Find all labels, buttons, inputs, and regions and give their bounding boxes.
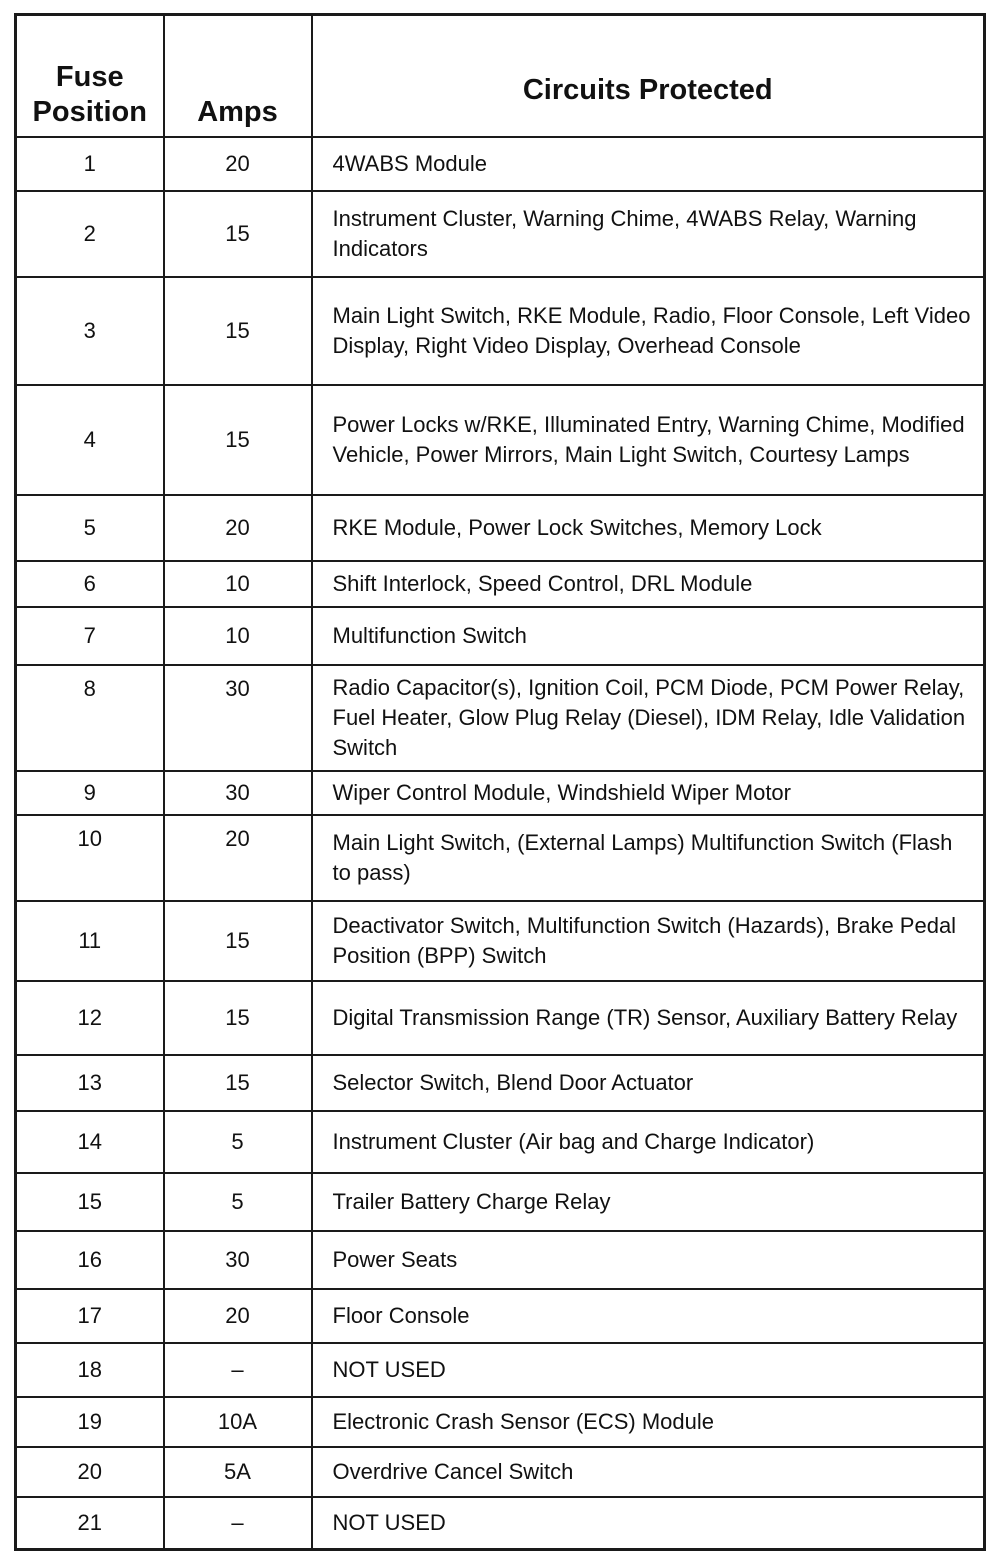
circuits-cell: Instrument Cluster (Air bag and Charge Indicator) bbox=[312, 1111, 985, 1173]
fuse-position-cell: 18 bbox=[16, 1343, 164, 1397]
table-row bbox=[16, 1055, 985, 1111]
amps-cell: 5A bbox=[164, 1447, 312, 1497]
circuits-cell: Selector Switch, Blend Door Actuator bbox=[312, 1055, 985, 1111]
circuits-cell: Floor Console bbox=[312, 1289, 985, 1343]
amps-cell: 20 bbox=[164, 137, 312, 191]
fuse-position-cell: 6 bbox=[16, 561, 164, 607]
amps-cell: 10 bbox=[164, 607, 312, 665]
circuits-cell: Wiper Control Module, Windshield Wiper Motor bbox=[312, 771, 985, 815]
circuits-cell: Instrument Cluster, Warning Chime, 4WABS Relay, Warning Indicators bbox=[312, 191, 985, 277]
amps-cell: 5 bbox=[164, 1111, 312, 1173]
amps-cell: – bbox=[164, 1343, 312, 1397]
amps-cell: 15 bbox=[164, 1055, 312, 1111]
fuse-position-cell: 5 bbox=[16, 495, 164, 561]
table-row bbox=[16, 1173, 985, 1231]
fuse-position-cell: 21 bbox=[16, 1497, 164, 1549]
table-row bbox=[16, 981, 985, 1055]
amps-cell: – bbox=[164, 1497, 312, 1549]
circuits-cell: 4WABS Module bbox=[312, 137, 985, 191]
fuse-position-cell: 13 bbox=[16, 1055, 164, 1111]
amps-cell: 15 bbox=[164, 191, 312, 277]
circuits-cell: NOT USED bbox=[312, 1497, 985, 1549]
table-row bbox=[16, 561, 985, 607]
amps-cell: 5 bbox=[164, 1173, 312, 1231]
fuse-position-cell: 20 bbox=[16, 1447, 164, 1497]
table-row bbox=[16, 815, 985, 901]
fuse-position-cell: 19 bbox=[16, 1397, 164, 1447]
table-row bbox=[16, 901, 985, 981]
header-fuse-position bbox=[16, 15, 164, 138]
fuse-position-cell: 15 bbox=[16, 1173, 164, 1231]
amps-cell: 30 bbox=[164, 771, 312, 815]
circuits-cell: Multifunction Switch bbox=[312, 607, 985, 665]
amps-cell: 10A bbox=[164, 1397, 312, 1447]
amps-cell: 15 bbox=[164, 981, 312, 1055]
circuits-cell: Radio Capacitor(s), Ignition Coil, PCM Diode, PCM Power Relay, Fuel Heater, Glow Plug Relay (Diesel), IDM Relay, Idle Validation Switch bbox=[312, 665, 985, 771]
fuse-position-cell: 7 bbox=[16, 607, 164, 665]
header-amps: Amps bbox=[164, 15, 312, 138]
circuits-cell: Deactivator Switch, Multifunction Switch (Hazards), Brake Pedal Position (BPP) Switch bbox=[312, 901, 985, 981]
circuits-cell: Power Seats bbox=[312, 1231, 985, 1289]
amps-cell: 20 bbox=[164, 815, 312, 901]
circuits-cell: Trailer Battery Charge Relay bbox=[312, 1173, 985, 1231]
circuits-cell: Overdrive Cancel Switch bbox=[312, 1447, 985, 1497]
circuits-cell: Main Light Switch, (External Lamps) Multifunction Switch (Flash to pass) bbox=[312, 815, 985, 901]
fuse-position-cell: 8 bbox=[16, 665, 164, 771]
table-row bbox=[16, 1111, 985, 1173]
fuse-position-cell: 4 bbox=[16, 385, 164, 495]
fuse-position-cell: 3 bbox=[16, 277, 164, 385]
circuits-cell: RKE Module, Power Lock Switches, Memory Lock bbox=[312, 495, 985, 561]
fuse-position-cell: 16 bbox=[16, 1231, 164, 1289]
fuse-position-cell: 9 bbox=[16, 771, 164, 815]
fuse-position-cell: 14 bbox=[16, 1111, 164, 1173]
fuse-position-cell: 12 bbox=[16, 981, 164, 1055]
circuits-cell: Electronic Crash Sensor (ECS) Module bbox=[312, 1397, 985, 1447]
circuits-cell: NOT USED bbox=[312, 1343, 985, 1397]
amps-cell: 15 bbox=[164, 901, 312, 981]
fuse-table bbox=[14, 13, 986, 1551]
fuse-position-cell: 17 bbox=[16, 1289, 164, 1343]
fuse-position-cell: 2 bbox=[16, 191, 164, 277]
header-position-line2: Position bbox=[32, 96, 147, 128]
table-row bbox=[16, 607, 985, 665]
table-row bbox=[16, 771, 985, 815]
header-circuits-protected: Circuits Protected bbox=[312, 15, 985, 138]
table-row bbox=[16, 495, 985, 561]
table-row bbox=[16, 1231, 985, 1289]
fuse-position-cell: 11 bbox=[16, 901, 164, 981]
fuse-table-body bbox=[16, 137, 985, 1549]
table-row bbox=[16, 137, 985, 191]
table-row bbox=[16, 1497, 985, 1549]
table-row bbox=[16, 665, 985, 771]
circuits-cell: Digital Transmission Range (TR) Sensor, Auxiliary Battery Relay bbox=[312, 981, 985, 1055]
amps-cell: 15 bbox=[164, 385, 312, 495]
table-row bbox=[16, 1447, 985, 1497]
table-row bbox=[16, 191, 985, 277]
table-row bbox=[16, 1343, 985, 1397]
fuse-position-cell: 1 bbox=[16, 137, 164, 191]
circuits-cell: Power Locks w/RKE, Illuminated Entry, Warning Chime, Modified Vehicle, Power Mirrors, Main Light Switch, Courtesy Lamps bbox=[312, 385, 985, 495]
header-row bbox=[16, 15, 985, 138]
table-row bbox=[16, 1289, 985, 1343]
table-row bbox=[16, 1397, 985, 1447]
header-position-line1: Fuse bbox=[55, 61, 124, 93]
fuse-position-cell: 10 bbox=[16, 815, 164, 901]
circuits-cell: Main Light Switch, RKE Module, Radio, Floor Console, Left Video Display, Right Video Display, Overhead Console bbox=[312, 277, 985, 385]
circuits-cell: Shift Interlock, Speed Control, DRL Module bbox=[312, 561, 985, 607]
amps-cell: 20 bbox=[164, 1289, 312, 1343]
amps-cell: 30 bbox=[164, 665, 312, 771]
table-row bbox=[16, 385, 985, 495]
table-row bbox=[16, 277, 985, 385]
amps-cell: 20 bbox=[164, 495, 312, 561]
amps-cell: 30 bbox=[164, 1231, 312, 1289]
amps-cell: 10 bbox=[164, 561, 312, 607]
amps-cell: 15 bbox=[164, 277, 312, 385]
